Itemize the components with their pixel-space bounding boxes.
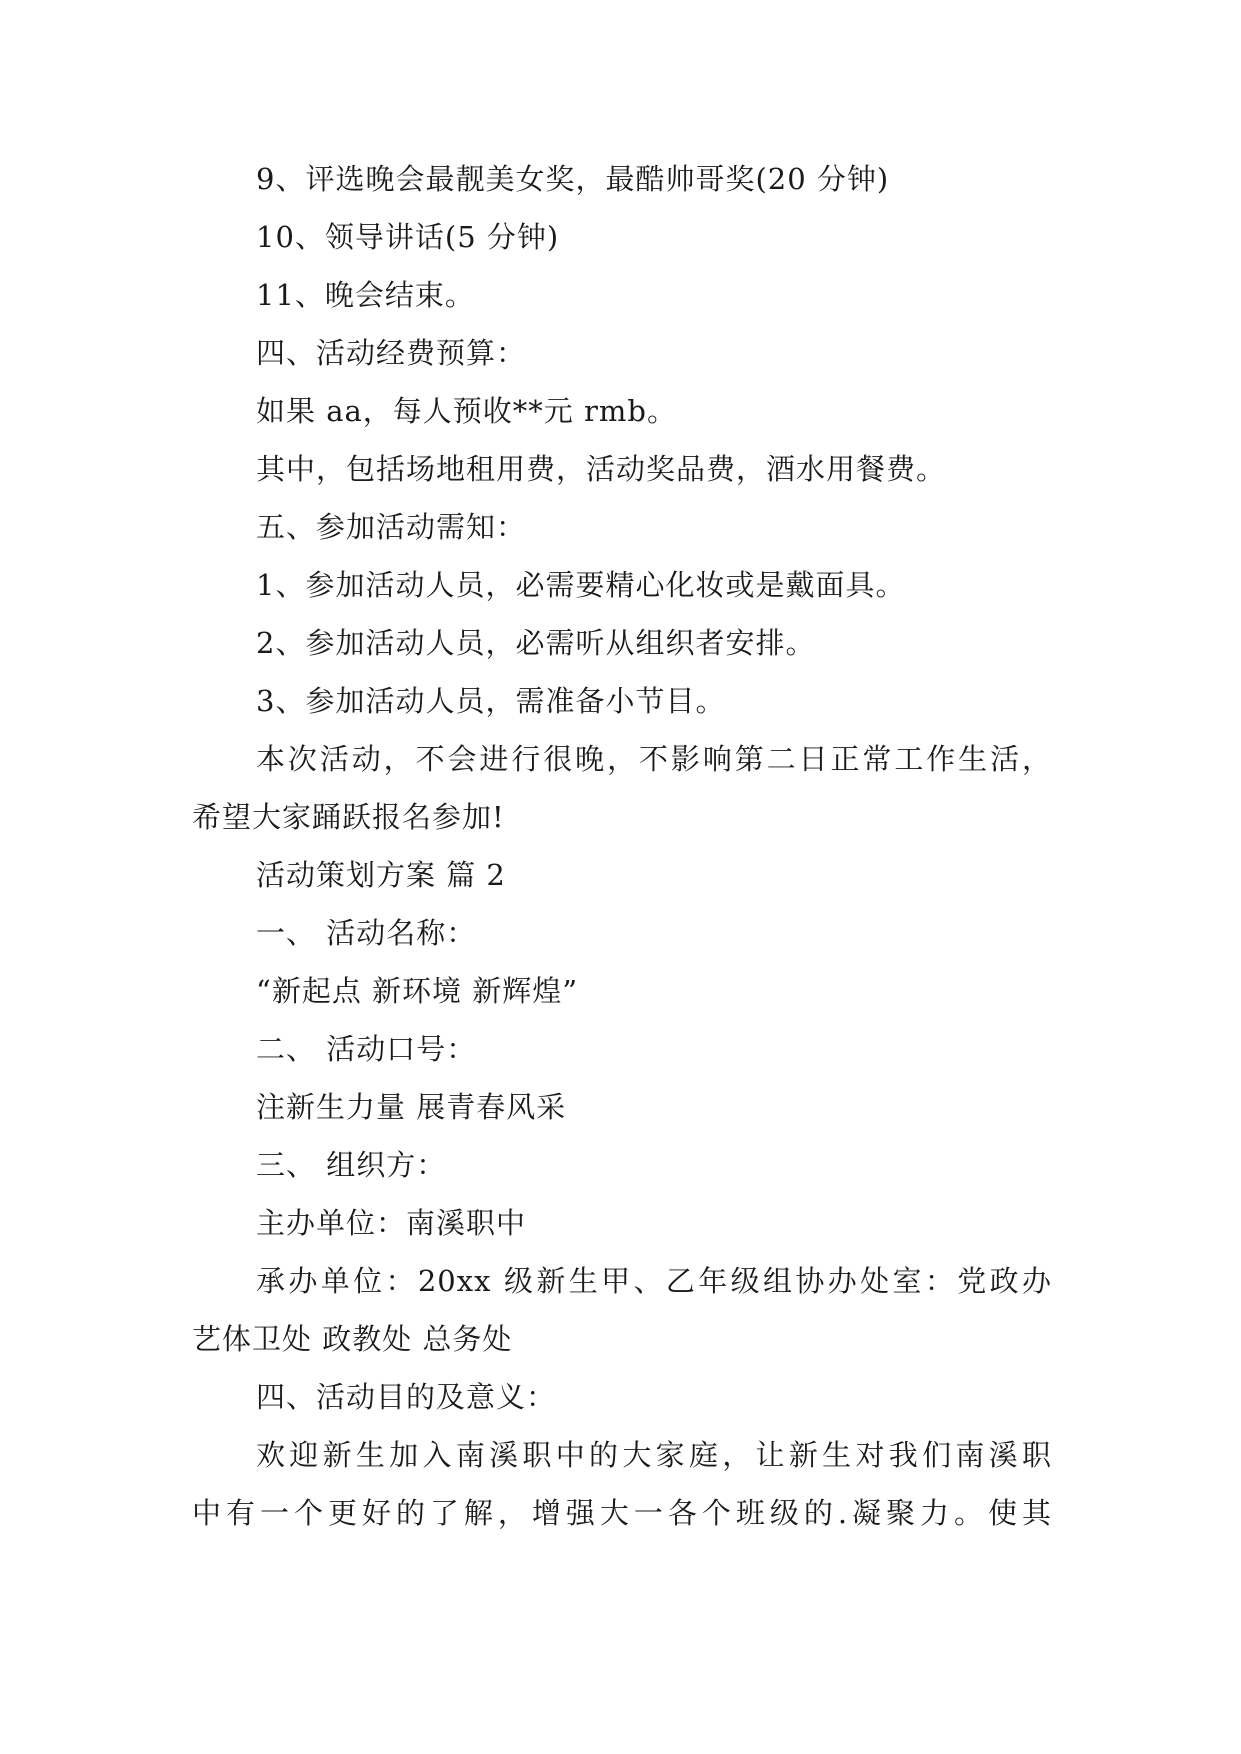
text-line-slogan: 注新生力量 展青春风采 bbox=[256, 1090, 567, 1124]
section-heading-notice: 五、参加活动需知： bbox=[256, 510, 527, 544]
section-heading-slogan: 二、 活动口号： bbox=[256, 1032, 477, 1066]
text-line-undertaker-2: 艺体卫处 政教处 总务处 bbox=[192, 1322, 513, 1356]
plan-title-part-2: 活动策划方案 篇 2 bbox=[256, 858, 506, 892]
section-heading-activity-name: 一、 活动名称： bbox=[256, 916, 477, 950]
text-line-party-end: 11、晚会结束。 bbox=[256, 278, 475, 312]
paragraph-closing-line-2: 希望大家踊跃报名参加! bbox=[192, 800, 505, 834]
text-line-award: 9、评选晚会最靓美女奖，最酷帅哥奖(20 分钟) bbox=[256, 162, 890, 196]
document-body bbox=[192, 150, 1052, 1542]
text-line-budget-items: 其中，包括场地租用费，活动奖品费，酒水用餐费。 bbox=[256, 452, 947, 486]
section-heading-purpose: 四、活动目的及意义： bbox=[256, 1380, 557, 1414]
text-line-leader-speech: 10、领导讲话(5 分钟) bbox=[256, 220, 560, 254]
paragraph-purpose-line-1: 欢迎新生加入南溪职中的大家庭，让新生对我们南溪职 bbox=[256, 1438, 1052, 1472]
paragraph-purpose-line-2: 中有一个更好的了解，增强大一各个班级的.凝聚力。使其 bbox=[192, 1496, 1052, 1530]
section-heading-organizer: 三、 组织方： bbox=[256, 1148, 447, 1182]
text-line-activity-name: “新起点 新环境 新辉煌” bbox=[256, 974, 579, 1008]
list-item-notice-2: 2、参加活动人员，必需听从组织者安排。 bbox=[256, 626, 816, 660]
text-line-undertaker-1: 承办单位：20xx 级新生甲、乙年级组协办处室：党政办 bbox=[256, 1264, 1052, 1298]
text-line-host: 主办单位：南溪职中 bbox=[256, 1206, 527, 1240]
text-line-aa: 如果 aa，每人预收**元 rmb。 bbox=[256, 394, 677, 428]
list-item-notice-3: 3、参加活动人员，需准备小节目。 bbox=[256, 684, 726, 718]
section-heading-budget: 四、活动经费预算： bbox=[256, 336, 527, 370]
paragraph-closing-line-1: 本次活动，不会进行很晚，不影响第二日正常工作生活， bbox=[256, 742, 1052, 776]
list-item-notice-1: 1、参加活动人员，必需要精心化妆或是戴面具。 bbox=[256, 568, 906, 602]
